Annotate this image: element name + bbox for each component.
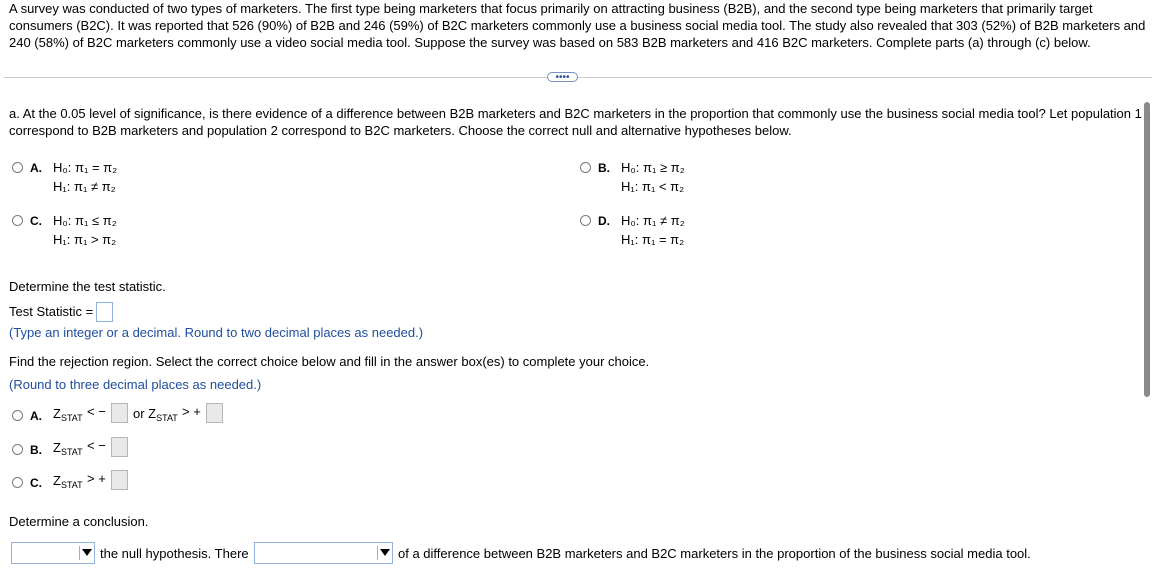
problem-intro: A survey was conducted of two types of marketers. The first type being marketers that focus primarily on attracting business (B2B), and the second type being marketers that primarily target consumers (B2C). It was reported that 526 (90%) of B2B and 246 (59%) of B2C marketers commonly use a business social media tool. The study also revealed that 303 (52%) of B2B marketers and 240 (58%) of B2C marketers commonly use a video social media tool. Suppose the survey was based on 583 B2B marketers and 416 B2C marketers. Complete parts (a) through (c) below.	[9, 1, 1146, 50]
option-letter: A.	[30, 409, 42, 423]
part-a-question: a. At the 0.05 level of significance, is there evidence of a difference between B2B marketers and B2C marketers in the proportion that commonly use the business social media tool? Let population 1 correspond to B2B marketers and population 2 correspond to B2C marketers. Choose the correct null and alternative hypotheses below.	[9, 106, 1142, 138]
radio-rejection-c[interactable]	[12, 477, 23, 488]
option-letter: C.	[30, 476, 42, 490]
alt-hypothesis: H₁: π₁ > π₂	[53, 232, 117, 247]
test-stat-input[interactable]	[96, 302, 113, 322]
conclusion-reject-dropdown[interactable]	[11, 542, 95, 564]
zstat-label: $Z_{STAT}$	[53, 473, 83, 490]
test-stat-label: Test Statistic =	[9, 304, 94, 319]
radio-option-c[interactable]	[12, 215, 23, 226]
radio-option-b[interactable]	[580, 162, 591, 173]
zstat-label: $Z_{STAT}$	[53, 406, 83, 423]
zstat-or-label: or $Z_{STAT}$	[133, 406, 178, 423]
radio-option-a[interactable]	[12, 162, 23, 173]
zstat-operator: > +	[182, 404, 201, 419]
option-letter: D.	[598, 214, 610, 228]
zstat-label: $Z_{STAT}$	[53, 440, 83, 457]
chevron-down-icon	[377, 546, 391, 560]
radio-rejection-b[interactable]	[12, 444, 23, 455]
option-letter: B.	[598, 161, 610, 175]
option-letter: A.	[30, 161, 42, 175]
conclusion-heading: Determine a conclusion.	[9, 514, 149, 529]
null-hypothesis: H₀: π₁ ≥ π₂	[621, 160, 685, 175]
null-hypothesis: H₀: π₁ ≠ π₂	[621, 213, 685, 228]
null-hypothesis: H₀: π₁ ≤ π₂	[53, 213, 117, 228]
option-letter: C.	[30, 214, 42, 228]
expand-more-button[interactable]: ••••	[547, 72, 578, 82]
zstat-operator: < −	[87, 404, 106, 419]
divider	[4, 77, 1152, 78]
radio-rejection-a[interactable]	[12, 410, 23, 421]
scrollbar-thumb[interactable]	[1144, 102, 1150, 397]
conclusion-evidence-dropdown[interactable]	[254, 542, 393, 564]
rejection-hint: (Round to three decimal places as needed.)	[9, 377, 262, 392]
option-letter: B.	[30, 443, 42, 457]
test-stat-heading: Determine the test statistic.	[9, 279, 166, 294]
rejection-b-input[interactable]	[111, 437, 128, 457]
conclusion-middle-text: the null hypothesis. There	[100, 546, 249, 561]
radio-option-d[interactable]	[580, 215, 591, 226]
test-stat-hint: (Type an integer or a decimal. Round to two decimal places as needed.)	[9, 325, 424, 340]
null-hypothesis: H₀: π₁ = π₂	[53, 160, 118, 175]
rejection-a-upper-input[interactable]	[206, 403, 223, 423]
zstat-operator: > +	[87, 471, 106, 486]
rejection-heading: Find the rejection region. Select the correct choice below and fill in the answer box(es) to complete your choice.	[9, 354, 650, 369]
alt-hypothesis: H₁: π₁ < π₂	[621, 179, 685, 194]
alt-hypothesis: H₁: π₁ ≠ π₂	[53, 179, 116, 194]
chevron-down-icon	[79, 546, 93, 560]
alt-hypothesis: H₁: π₁ = π₂	[621, 232, 685, 247]
zstat-operator: < −	[87, 438, 106, 453]
conclusion-end-text: of a difference between B2B marketers and B2C marketers in the proportion of the business social media tool.	[398, 546, 1031, 561]
rejection-a-lower-input[interactable]	[111, 403, 128, 423]
rejection-c-input[interactable]	[111, 470, 128, 490]
